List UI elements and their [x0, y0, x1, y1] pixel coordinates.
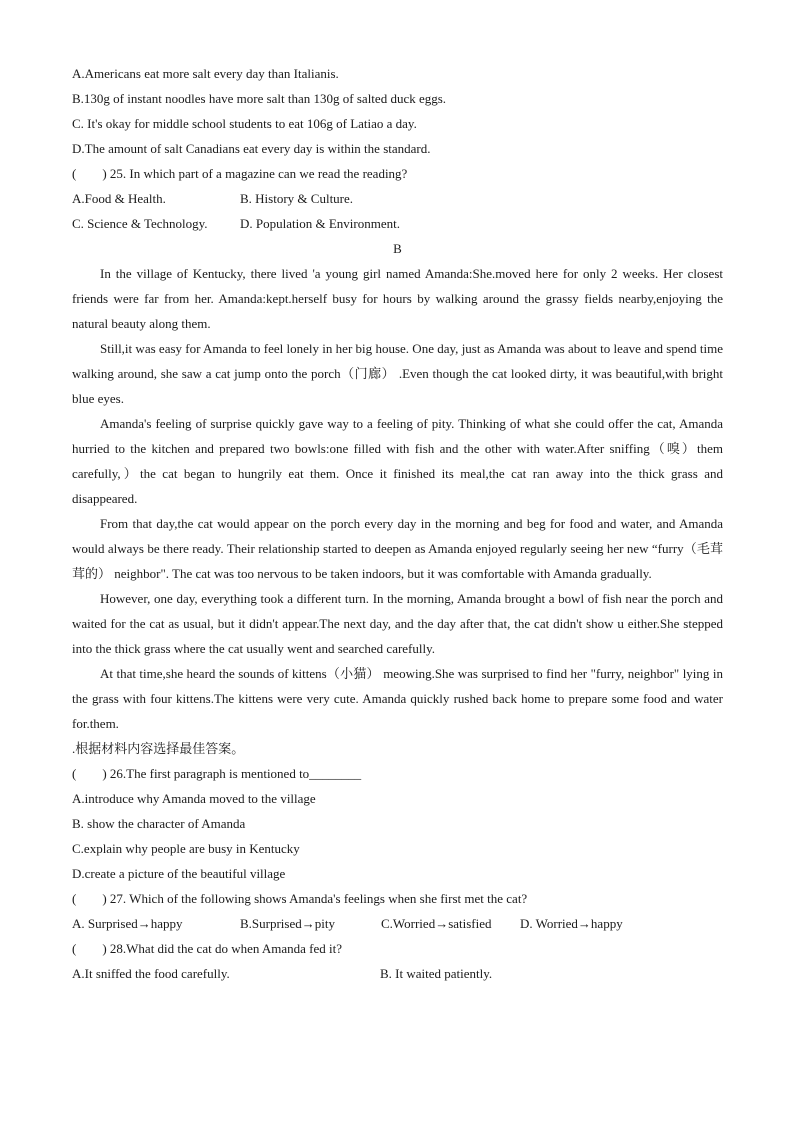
- q24-option-b: B.130g of instant noodles have more salt than 130g of salted duck eggs.: [72, 91, 447, 106]
- q25-question: ( ) 25. In which part of a magazine can we read the reading?: [72, 166, 408, 181]
- q27-option-c: C.Worried→satisfied: [381, 916, 492, 931]
- q25-option-d: D. Population & Environment.: [240, 216, 400, 231]
- passage-paragraph-5: However, one day, everything took a different turn. In the morning, Amanda brought a bowl of fish near the porch and waited for the cat as usual, but it didn't appear.The next day, and the day after that, the cat didn't show u either.She stepped into the thick grass where the cat usually went and searched carefully.: [72, 591, 723, 656]
- q25-option-b: B. History & Culture.: [240, 191, 354, 206]
- q28-option-b: B. It waited patiently.: [380, 966, 493, 981]
- q27-question: ( ) 27. Which of the following shows Amanda's feelings when she first met the cat?: [72, 891, 528, 906]
- passage-paragraph-4: From that day,the cat would appear on the porch every day in the morning and beg for food and water, and Amanda would always be there ready. Their relationship started to deepen as Amanda enjoyed regularly seeing her new “furry（毛茸茸的） neighbor". The cat was too nervous to be taken indoors, but it was comfortable with Amanda gradually.: [72, 516, 723, 581]
- passage-paragraph-1: In the village of Kentucky, there lived 'a young girl named Amanda:She.moved here for only 2 weeks. Her closest friends were far from her. Amanda:kept.herself busy for hours by walking around the grassy fields nearby,enjoying the natural beauty along them.: [72, 266, 723, 331]
- passage-paragraph-6: At that time,she heard the sounds of kittens（小猫） meowing.She was surprised to find her "furry, neighbor" lying in the grass with four kittens.The kittens were very cute. Amanda quickly rushed back home to prepare some food and water for.them.: [72, 666, 723, 731]
- q25-option-a: A.Food & Health.: [72, 191, 166, 206]
- q24-option-a: A.Americans eat more salt every day than Italianis.: [72, 66, 339, 81]
- passage-paragraph-2: Still,it was easy for Amanda to feel lonely in her big house. One day, just as Amanda was about to leave and spend time walking around, she saw a cat jump onto the porch（门廊） .Even though the cat looked dirty, it was beautiful,with bright blue eyes.: [72, 341, 723, 406]
- q27-option-b: B.Surprised→pity: [240, 916, 335, 931]
- worksheet-page: [72, 61, 723, 986]
- q26-option-b: B. show the character of Amanda: [72, 816, 246, 831]
- q26-option-d: D.create a picture of the beautiful village: [72, 866, 286, 881]
- q25-option-c: C. Science & Technology.: [72, 216, 208, 231]
- passage-paragraph-3: Amanda's feeling of surprise quickly gave way to a feeling of pity. Thinking of what she could offer the cat, Amanda hurried to the kitchen and prepared two bowls:one filled with fish and the other with water.After sniffing（嗅）them carefully,）the cat began to hungrily eat them. Once it finished its meal,the cat ran away into the thick grass and disappeared.: [72, 416, 723, 506]
- q25-options-row-2: [72, 211, 723, 236]
- q26-option-c: C.explain why people are busy in Kentucky: [72, 841, 300, 856]
- q25-options-row-1: [72, 186, 723, 211]
- section-b-title: B: [393, 241, 402, 256]
- instruction-text: .根据材料内容选择最佳答案。: [72, 741, 245, 756]
- q28-option-a: A.It sniffed the food carefully.: [72, 966, 230, 981]
- q24-option-c: C. It's okay for middle school students to eat 106g of Latiao a day.: [72, 116, 417, 131]
- q24-option-d: D.The amount of salt Canadians eat every day is within the standard.: [72, 141, 431, 156]
- q27-options-row: [72, 911, 723, 936]
- q27-option-d: D. Worried→happy: [520, 916, 623, 931]
- q28-question: ( ) 28.What did the cat do when Amanda fed it?: [72, 941, 343, 956]
- q28-options-row: [72, 961, 723, 986]
- q26-question: ( ) 26.The first paragraph is mentioned to________: [72, 766, 362, 781]
- q27-option-a: A. Surprised→happy: [72, 916, 183, 931]
- q26-option-a: A.introduce why Amanda moved to the village: [72, 791, 316, 806]
